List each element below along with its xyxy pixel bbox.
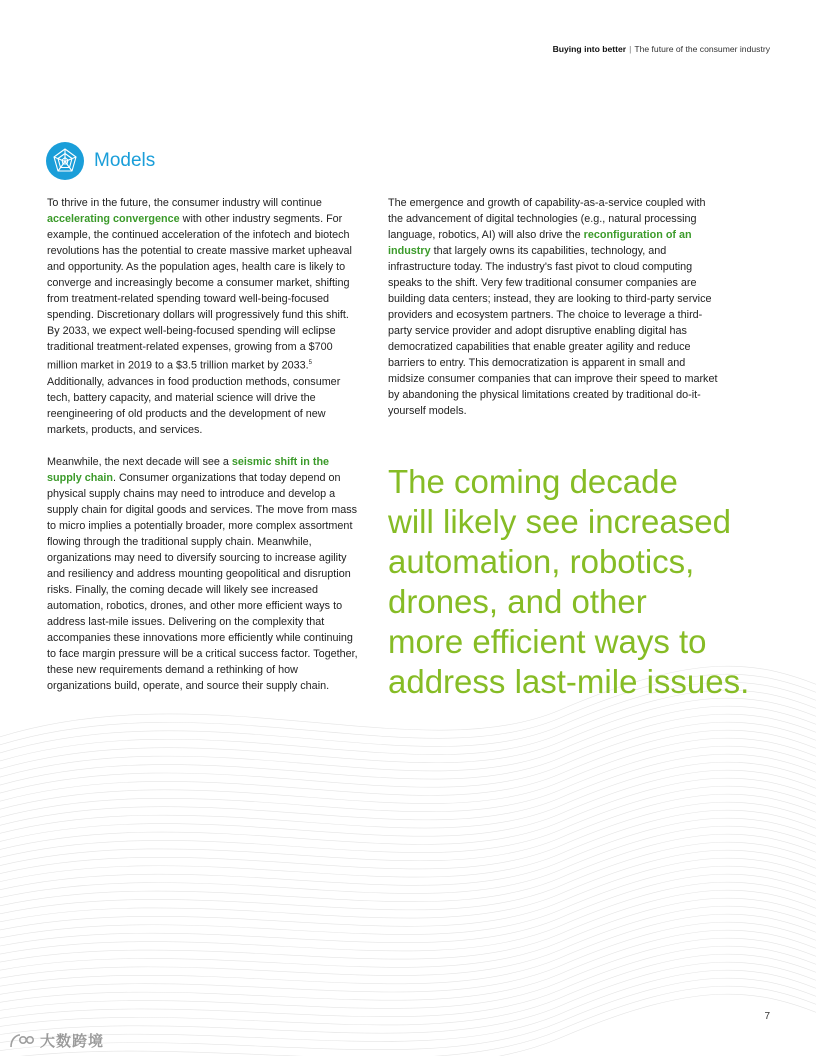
wave-line [0, 842, 816, 916]
pull-quote [388, 462, 788, 702]
body-column-right [388, 195, 718, 419]
wave-line [0, 850, 816, 924]
wave-line [0, 786, 816, 860]
wave-line [0, 906, 816, 980]
watermark-logo-icon [8, 1032, 36, 1050]
wave-line [0, 994, 816, 1056]
pull-quote-line: address last-mile issues. [388, 663, 750, 700]
wave-line [0, 794, 816, 868]
footnote-reference: 5 [308, 360, 312, 366]
wave-line [0, 818, 816, 892]
wave-line [0, 722, 816, 796]
paragraph: The emergence and growth of capability-as-a-service coupled with the advancement of digital technologies (e.g., natural processing language, robotics, AI) will also drive the reconfiguration of an industry that largely owns its capabilities, technology, and infrastructure today. The industry's fast pivot to cloud computing speaks to the shift. Very few traditional consumer companies are building data centers; instead, they are looking to third-party service providers and ecosystem partners. The choice to leverage a third-party service provider and adopt disruptive enabling digital has democratized capabilities that enable greater agility and reduce barriers to entry. This democratization is apparent in small and midsize consumer companies that can improve their speed to market by abandoning the physical limitations created by traditional do-it-yourself models. [388, 197, 718, 417]
running-header [553, 44, 770, 54]
header-subtitle: The future of the consumer industry [634, 44, 770, 54]
wave-line [0, 858, 816, 932]
watermark-text: 大数跨境 [40, 1033, 105, 1050]
wave-line [0, 826, 816, 900]
models-web-icon [46, 142, 84, 180]
pull-quote-line: more efficient ways to [388, 623, 707, 660]
pull-quote-line: drones, and other [388, 583, 647, 620]
header-title: Buying into better [552, 44, 627, 54]
wave-line [0, 890, 816, 964]
page-number: 7 [764, 1011, 770, 1022]
pull-quote-line: will likely see increased [388, 503, 731, 540]
pull-quote-line: automation, robotics, [388, 543, 695, 580]
wave-line [0, 730, 816, 804]
body-column-left [47, 195, 359, 694]
pull-quote-line: The coming decade [388, 463, 678, 500]
wave-line [0, 778, 816, 852]
highlighted-phrase: reconfiguration of an industry [388, 229, 692, 257]
paragraph: Meanwhile, the next decade will see a seismic shift in the supply chain. Consumer organizations that today depend on physical supply chains may need to introduce and develop a supply chain for digital goods and services. The move from mass to micro implies a potentially broader, more complex assortment flowing through the traditional supply chain. Meanwhile, organizations may need to diversify sourcing to increase agility and resiliency and address mounting geopolitical and disruption risks. Finally, the coming decade will likely see increased automation, robotics, drones, and other more efficient ways to address last-mile issues. Delivering on the complexity that accompanies these innovations more efficiently while continuing to face margin pressure will be a critical success factor. Together, these new requirements demand a rethinking of how organizations build, operate, and source their supply chain. [47, 455, 358, 692]
wave-line [0, 698, 816, 772]
wave-line [0, 714, 816, 788]
wave-line [0, 946, 816, 1020]
wave-line [0, 706, 816, 780]
wave-line [0, 802, 816, 876]
wave-line [0, 898, 816, 972]
wave-line [0, 810, 816, 884]
highlighted-phrase: accelerating convergence [47, 213, 180, 225]
wave-line [0, 834, 816, 908]
header-separator: | [629, 44, 632, 54]
background-wave-pattern [0, 640, 816, 1056]
wave-line [0, 938, 816, 1012]
watermark [8, 1030, 104, 1051]
highlighted-phrase: seismic shift in the supply chain [47, 455, 330, 484]
paragraph: To thrive in the future, the consumer industry will continue accelerating convergence with other industry segments. For example, the continued acceleration of the infotech and biotech revolutions has the potential to create massive market upheaval and opportunity. As the population ages, health care is likely to converge and increasingly become a consumer market, shifting from treatment-related spending toward well-being-focused spending. Discretionary dollars will progressively fund this shift. By 2033, we expect well-being-focused spending will eclipse traditional treatment-related expenses, growing from a $700 million market in 2019 to a $3.5 trillion market by 2033.$^5$ Additionally, advances in food production methods, consumer tech, battery capacity, and material science will drive the reengineering of old products and the development of new markets, products, and services. [47, 197, 352, 436]
section-title: Models [94, 150, 156, 171]
wave-line [0, 954, 816, 1028]
